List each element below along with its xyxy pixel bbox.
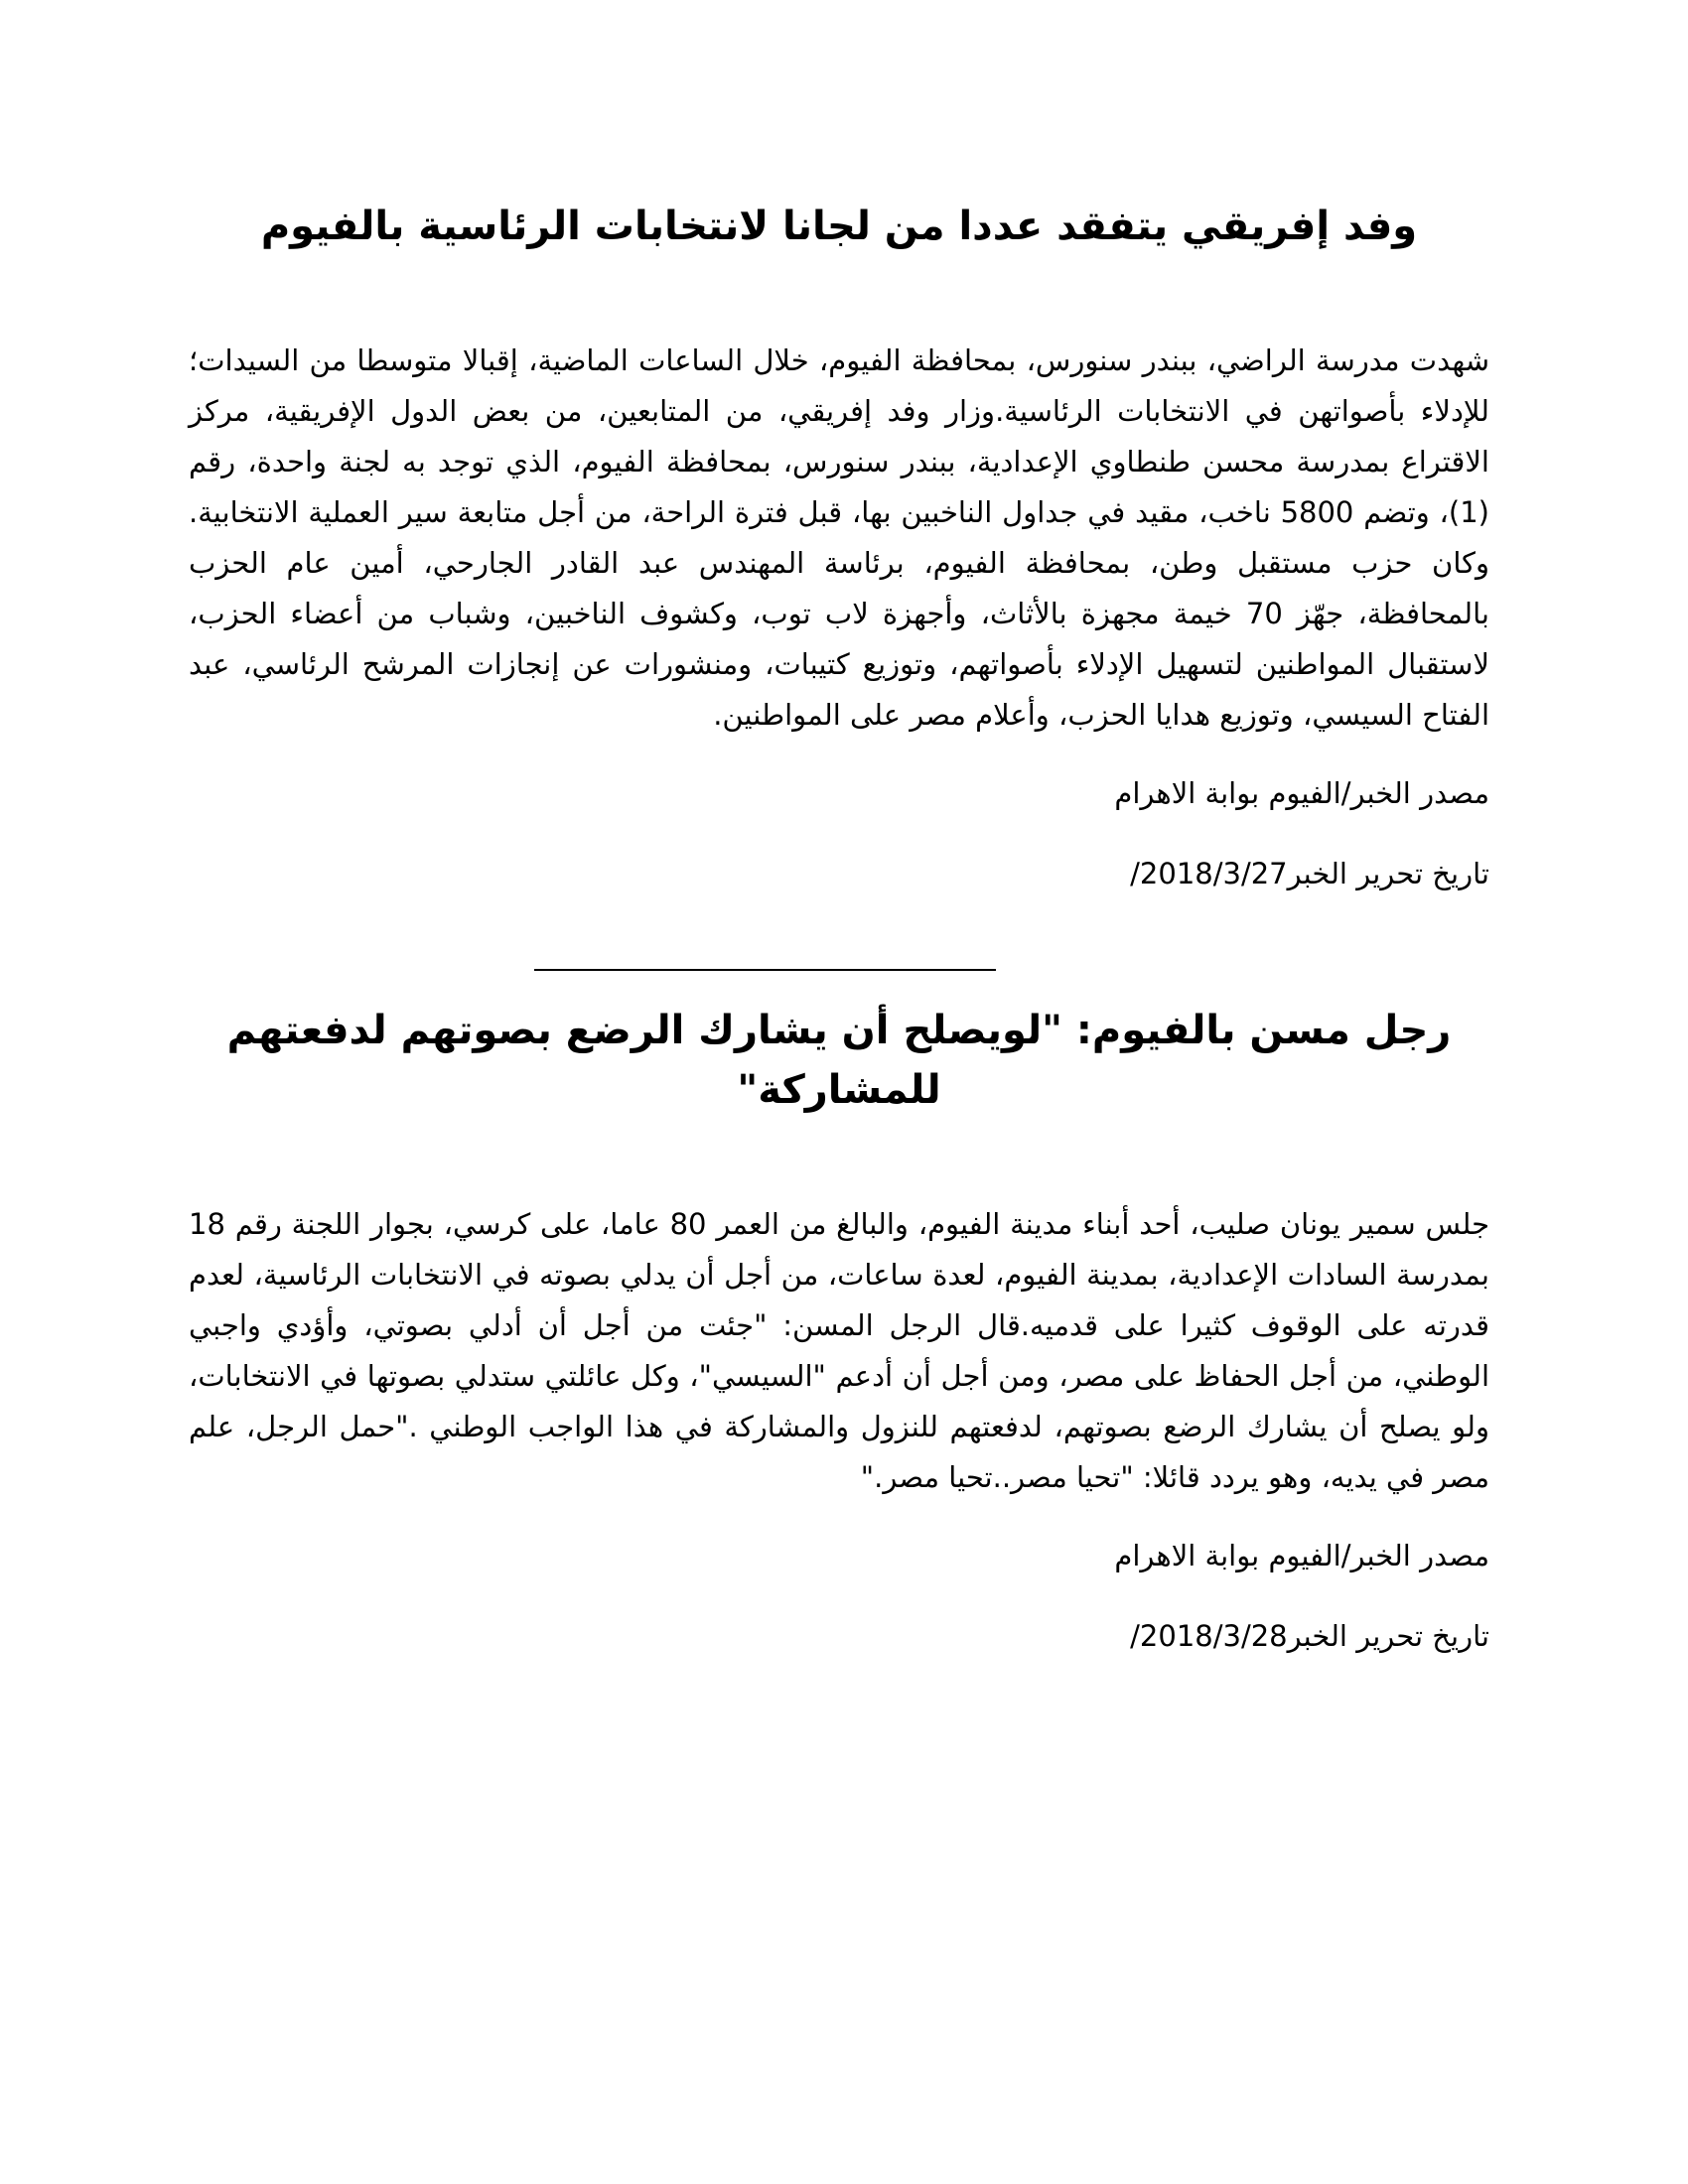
article-2-title: رجل مسن بالفيوم: "لويصلح أن يشارك الرضع بصوتهم لدفعتهم للمشاركة" (226, 1008, 1452, 1113)
article-2-source: مصدر الخبر/الفيوم بوابة الاهرام (1114, 1539, 1489, 1572)
article-2-body: جلس سمير يونان صليب، أحد أبناء مدينة الفيوم، والبالغ من العمر 80 عاما، على كرسي، بجوار اللجنة رقم 18 بمدرسة السادات الإعدادية، بمدينة الفيوم، لعدة ساعات، من أجل أن يدلي بصوته في الانتخابات الرئاسية، لعدم قدرته على الوقوف كثيرا على قدميه.قال الرجل المسن: "جئت من أجل أن أدلي بصوتي، وأؤدي واجبي الوطني، من أجل الحفاظ على مصر، ومن أجل أن أدعم "السيسي"، وكل عائلتي ستدلي بصوتها في الانتخابات، ولو يصلح أن يشارك الرضع بصوتهم، لدفعتهم للنزول والمشاركة في هذا الواجب الوطني ."حمل الرجل، علم مصر في يديه، وهو يردد قائلا: "تحيا مصر..تحيا مصر." (189, 1207, 1490, 1494)
article-1-source: مصدر الخبر/الفيوم بوابة الاهرام (1114, 776, 1489, 810)
article-1-body: شهدت مدرسة الراضي، ببندر سنورس، بمحافظة الفيوم، خلال الساعات الماضية، إقبالا متوسطا من السيدات؛ للإدلاء بأصواتهن في الانتخابات الرئاسية.وزار وفد إفريقي، من المتابعين، من بعض الدول الإفريقية، مركز الاقتراع بمدرسة محسن طنطاوي الإعدادية، ببندر سنورس، بمحافظة الفيوم، الذي توجد به لجنة واحدة، رقم (1)، وتضم 5800 ناخب، مقيد في جداول الناخبين بها، قبل فترة الراحة، من أجل متابعة سير العملية الانتخابية. وكان حزب مستقبل وطن، بمحافظة الفيوم، برئاسة المهندس عبد القادر الجارحي، أمين عام الحزب بالمحافظة، جهّز 70 خيمة مجهزة بالأثاث، وأجهزة لاب توب، وكشوف الناخبين، وشباب من أعضاء الحزب، لاستقبال المواطنين لتسهيل الإدلاء بأصواتهم، وتوزيع كتيبات، ومنشورات عن إنجازات المرشح الرئاسي، عبد الفتاح السيسي، وتوزيع هدايا الحزب، وأعلام مصر على المواطنين. (189, 343, 1490, 732)
article-1-date: تاريخ تحرير الخبر2018/3/27/ (1130, 857, 1489, 890)
article-2 (189, 1001, 1489, 1662)
article-2-date: تاريخ تحرير الخبر2018/3/28/ (1130, 1619, 1489, 1653)
article-1 (189, 197, 1489, 899)
article-1-title: وفد إفريقي يتفقد عددا من لجانا لانتخابات الرئاسية بالفيوم (260, 204, 1418, 249)
section-separator (534, 969, 996, 971)
document-page (189, 189, 1489, 2075)
